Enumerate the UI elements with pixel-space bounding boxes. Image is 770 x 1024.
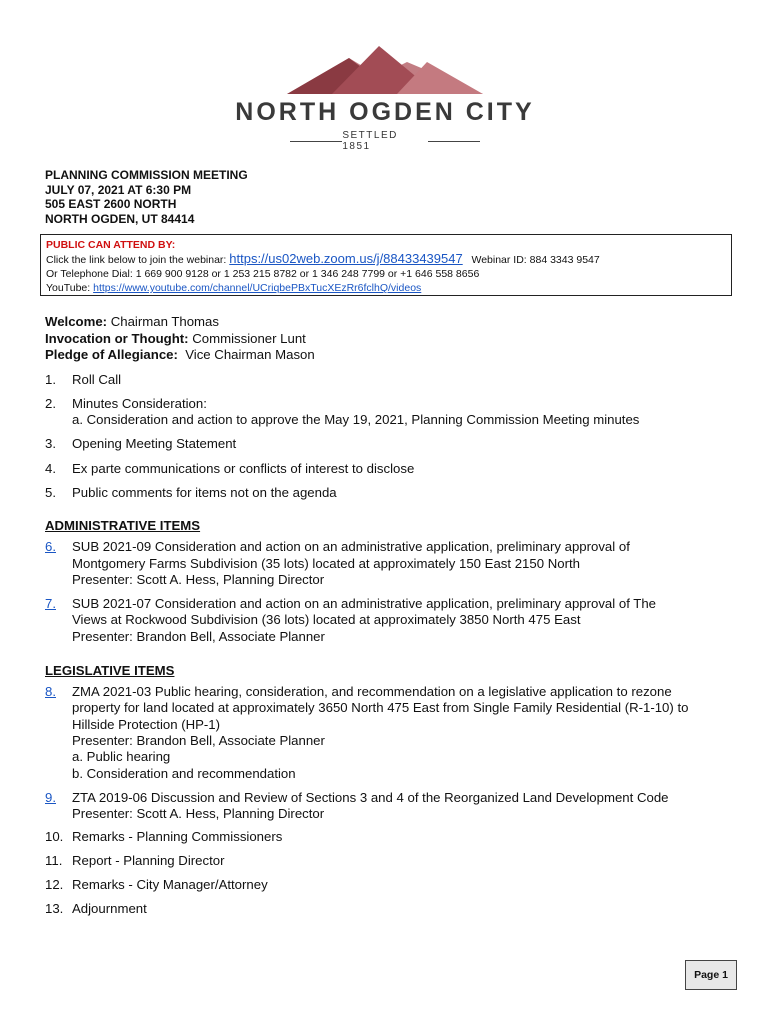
- youtube-line: [46, 281, 726, 295]
- administrative-items: [45, 539, 735, 645]
- administrative-heading: ADMINISTRATIVE ITEMS: [45, 518, 201, 534]
- youtube-link[interactable]: https://www.youtube.com/channel/UCriqbePBxTucXEzRr6fclhQ/videos: [93, 282, 422, 294]
- agenda-item-number: 4.: [45, 460, 56, 476]
- agenda-item-line: Report - Planning Director: [72, 853, 225, 869]
- agenda-item: [45, 790, 735, 823]
- legislative-heading: LEGISLATIVE ITEMS: [45, 663, 175, 679]
- agenda-item: [45, 485, 735, 501]
- agenda-item: [45, 877, 735, 893]
- left-rule: [290, 141, 342, 142]
- settled-row: [290, 130, 480, 152]
- agenda-item-line: b. Consideration and recommendation: [72, 765, 296, 781]
- agenda-item: [45, 461, 735, 477]
- agenda-item-number: 1.: [45, 371, 56, 387]
- city-name: NORTH OGDEN CITY: [235, 98, 535, 126]
- closing-items: [45, 829, 735, 917]
- invocation-label: Invocation or Thought:: [45, 330, 189, 346]
- intro-items: [45, 372, 735, 502]
- telephone-line: Or Telephone Dial: 1 669 900 9128 or 1 253 215 8782 or 1 346 248 7799 or +1 646 558 8656: [46, 268, 480, 280]
- agenda-item: [45, 596, 735, 645]
- agenda-item-number[interactable]: 8.: [45, 684, 56, 700]
- agenda-item: [45, 396, 735, 429]
- agenda-item-line: Views at Rockwood Subdivision (36 lots) located at approximately 3850 North 475 East: [72, 612, 581, 628]
- agenda-item-line: property for land located at approximately 3650 North 475 East from Single Family Residential (R-1-10) to: [72, 700, 689, 716]
- webinar-id: Webinar ID: 884 3343 9547: [471, 254, 600, 266]
- agenda-item: [45, 436, 735, 452]
- agenda-item-line: Montgomery Farms Subdivision (35 lots) located at approximately 150 East 2150 North: [72, 555, 580, 571]
- agenda-item-line: Presenter: Brandon Bell, Associate Planner: [72, 732, 325, 748]
- agenda-item: [45, 372, 735, 388]
- public-attend-box: [40, 234, 732, 296]
- webinar-prefix: Click the link below to join the webinar:: [46, 254, 227, 266]
- agenda-item-line: Adjournment: [72, 900, 147, 916]
- agenda-item-line: Presenter: Brandon Bell, Associate Planner: [72, 628, 325, 644]
- agenda-item-number: 2.: [45, 395, 56, 411]
- invocation-line: [45, 331, 735, 348]
- agenda-item-line: a. Public hearing: [72, 749, 171, 765]
- agenda-item-line: SUB 2021-09 Consideration and action on an administrative application, preliminary approval of: [72, 539, 630, 555]
- agenda-item-line: Roll Call: [72, 371, 122, 387]
- agenda-item-line: Minutes Consideration:: [72, 395, 207, 411]
- settled-text: SETTLED 1851: [342, 130, 398, 152]
- meeting-header: [45, 168, 248, 226]
- agenda-item-line: Public comments for items not on the agenda: [72, 484, 337, 500]
- agenda-item: [45, 539, 735, 588]
- zoom-link[interactable]: https://us02web.zoom.us/j/88433439547: [229, 251, 463, 266]
- agenda-item-number[interactable]: 9.: [45, 789, 56, 805]
- meeting-date: JULY 07, 2021 AT 6:30 PM: [45, 182, 192, 197]
- welcome-value: Chairman Thomas: [110, 314, 219, 329]
- meeting-address: 505 EAST 2600 NORTH: [45, 197, 177, 211]
- agenda-item-line: ZMA 2021-03 Public hearing, consideration, and recommendation on a legislative application to rezone: [72, 684, 672, 700]
- pledge-line: [45, 347, 735, 364]
- page-number-box: [685, 960, 737, 990]
- agenda-item-number: 12.: [45, 877, 64, 893]
- webinar-line: [46, 252, 726, 267]
- agenda-item: [45, 853, 735, 869]
- agenda-item-number: 5.: [45, 484, 56, 500]
- agenda-item: [45, 829, 735, 845]
- right-rule: [428, 141, 480, 142]
- pledge-value: Vice Chairman Mason: [185, 347, 315, 362]
- agenda-item: [45, 901, 735, 917]
- youtube-label: YouTube:: [46, 282, 91, 294]
- agenda-item-line: Hillside Protection (HP-1): [72, 716, 221, 732]
- agenda-item-line: Remarks - Planning Commissioners: [72, 829, 283, 845]
- attend-title: PUBLIC CAN ATTEND BY:: [46, 239, 176, 251]
- agenda-item-line: Remarks - City Manager/Attorney: [72, 877, 268, 893]
- invocation-value: Commissioner Lunt: [192, 330, 306, 346]
- agenda-item-number: 11.: [45, 853, 63, 869]
- agenda-item-number[interactable]: 7.: [45, 596, 56, 612]
- agenda-item-line: a. Consideration and action to approve the May 19, 2021, Planning Commission Meeting minutes: [72, 412, 640, 428]
- agenda-item-line: Presenter: Scott A. Hess, Planning Director: [72, 806, 325, 822]
- agenda-item-number: 3.: [45, 436, 56, 452]
- legislative-items: [45, 684, 735, 822]
- agenda-item-line: Ex parte communications or conflicts of interest to disclose: [72, 460, 415, 476]
- agenda-item-line: SUB 2021-07 Consideration and action on an administrative application, preliminary approval of The: [72, 596, 657, 612]
- agenda-item-number: 13.: [45, 900, 64, 916]
- north-ogden-logo: [0, 38, 770, 158]
- welcome-label: Welcome:: [45, 314, 108, 329]
- agenda-item-line: Presenter: Scott A. Hess, Planning Director: [72, 571, 325, 587]
- agenda-item-line: Opening Meeting Statement: [72, 436, 237, 452]
- agenda-item-number: 10.: [45, 829, 64, 845]
- agenda-item-line: ZTA 2019-06 Discussion and Review of Sections 3 and 4 of the Reorganized Land Development Code: [72, 789, 669, 805]
- pledge-label: Pledge of Allegiance:: [45, 347, 178, 362]
- meeting-title: PLANNING COMMISSION MEETING: [45, 168, 248, 182]
- agenda-item: [45, 684, 735, 782]
- agenda-body: [45, 314, 735, 917]
- meeting-city: NORTH OGDEN, UT 84414: [45, 211, 195, 226]
- page-label: Page 1: [694, 969, 728, 981]
- mountain-logo-icon: [287, 44, 483, 94]
- welcome-line: [45, 314, 735, 331]
- agenda-item-number[interactable]: 6.: [45, 539, 56, 555]
